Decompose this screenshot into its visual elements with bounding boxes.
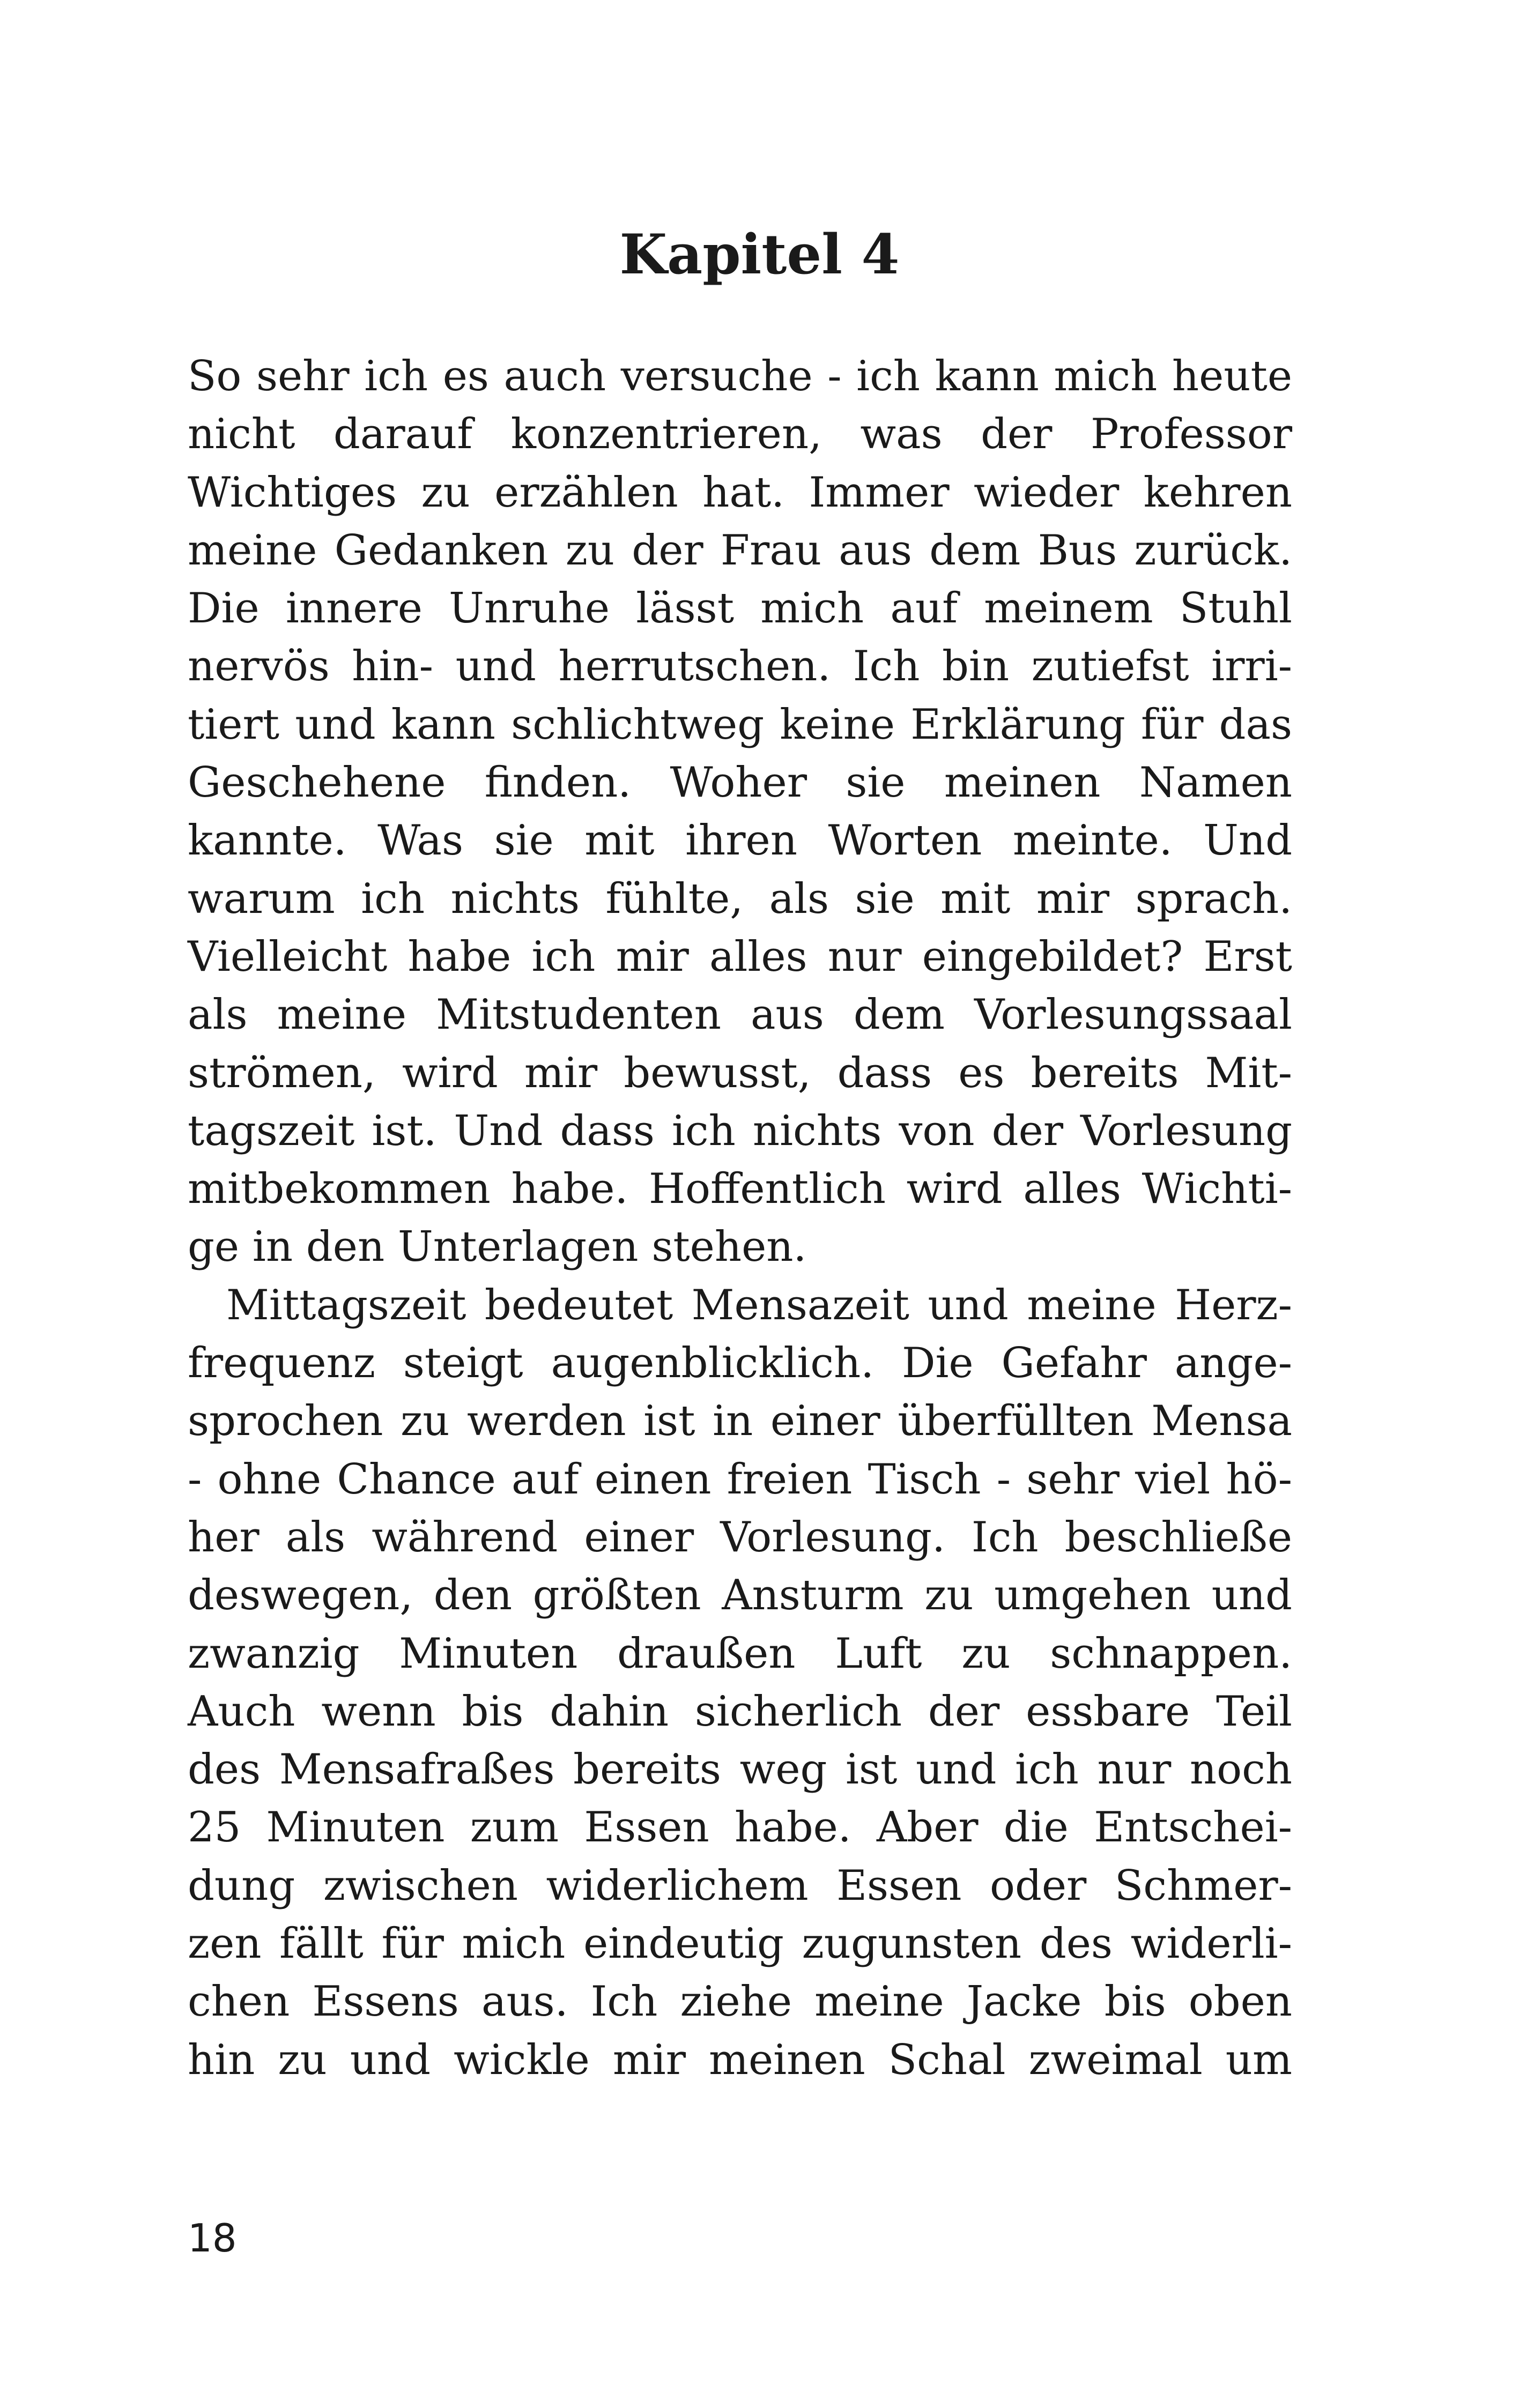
text-line: her als während einer Vorlesung. Ich beschließe — [188, 1513, 1292, 1562]
text-line: dung zwischen widerlichem Essen oder Schmer- — [188, 1861, 1292, 1910]
chapter-title: Kapitel 4 — [619, 222, 900, 287]
text-line: So sehr ich es auch versuche - ich kann mich heute — [188, 352, 1292, 400]
text-line: Mittagszeit bedeutet Mensazeit und meine Herz- — [226, 1281, 1292, 1329]
page-number: 18 — [188, 2216, 237, 2261]
text-line: mitbekommen habe. Hoffentlich wird alles Wichti- — [188, 1165, 1292, 1214]
text-line: deswegen, den größten Ansturm zu umgehen und — [188, 1571, 1292, 1620]
text-line: des Mensafraßes bereits weg ist und ich nur noch — [188, 1745, 1292, 1794]
paragraph-2 — [188, 1276, 1292, 2089]
text-line: Die innere Unruhe lässt mich auf meinem Stuhl — [188, 584, 1292, 633]
body-text — [188, 347, 1292, 2089]
text-line: frequenz steigt augenblicklich. Die Gefahr ange- — [188, 1339, 1292, 1388]
text-line: nervös hin- und herrutschen. Ich bin zutiefst irri- — [188, 642, 1292, 691]
text-line: Vielleicht habe ich mir alles nur eingebildet? Erst — [188, 932, 1292, 981]
text-line: tagszeit ist. Und dass ich nichts von der Vorlesung — [188, 1106, 1292, 1155]
text-line: ge in den Unterlagen stehen. — [188, 1223, 807, 1272]
text-line: warum ich nichts fühlte, als sie mit mir sprach. — [188, 874, 1292, 923]
text-line: Geschehene finden. Woher sie meinen Namen — [188, 759, 1292, 807]
text-line: zen fällt für mich eindeutig zugunsten des widerli- — [188, 1920, 1292, 1968]
text-line: als meine Mitstudenten aus dem Vorlesungssaal — [188, 991, 1292, 1039]
text-line: kannte. Was sie mit ihren Worten meinte. Und — [188, 816, 1292, 865]
text-line: zwanzig Minuten draußen Luft zu schnappen. — [188, 1629, 1292, 1678]
text-line: Wichtiges zu erzählen hat. Immer wieder kehren — [188, 468, 1292, 517]
text-line: tiert und kann schlichtweg keine Erklärung für das — [188, 700, 1292, 749]
paragraph-1 — [188, 347, 1292, 1276]
text-line: strömen, wird mir bewusst, dass es bereits Mit- — [188, 1049, 1292, 1097]
text-line: meine Gedanken zu der Frau aus dem Bus zurück. — [188, 526, 1292, 575]
text-line: hin zu und wickle mir meinen Schal zweimal um — [188, 2035, 1292, 2084]
text-line: 25 Minuten zum Essen habe. Aber die Entschei- — [188, 1803, 1292, 1852]
text-line: Auch wenn bis dahin sicherlich der essbare Teil — [188, 1687, 1292, 1736]
text-line: - ohne Chance auf einen freien Tisch - sehr viel hö- — [188, 1455, 1292, 1504]
text-line: nicht darauf konzentrieren, was der Professor — [188, 410, 1292, 459]
text-line: sprochen zu werden ist in einer überfüllten Mensa — [188, 1397, 1292, 1446]
text-line: chen Essens aus. Ich ziehe meine Jacke bis oben — [188, 1978, 1292, 2026]
